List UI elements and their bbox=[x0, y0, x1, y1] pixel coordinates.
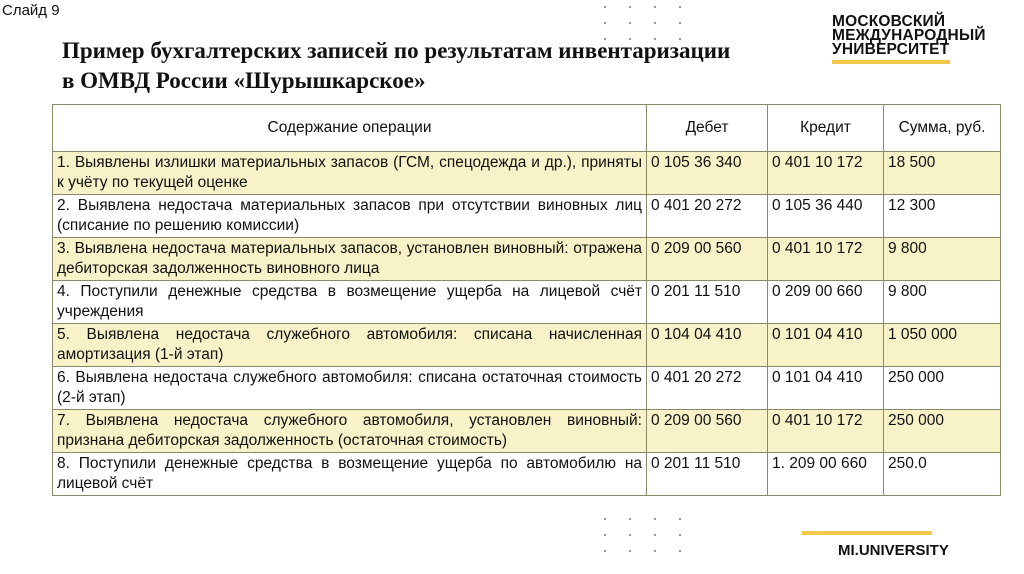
header-summa: Сумма, руб. bbox=[884, 105, 1001, 152]
cell-debet: 0 209 00 560 bbox=[647, 410, 768, 453]
cell-debet: 0 201 11 510 bbox=[647, 453, 768, 496]
cell-summa: 9 800 bbox=[884, 281, 1001, 324]
footer-accent-bar bbox=[802, 531, 932, 535]
cell-operation: 5. Выявлена недостача служебного автомобиля: списана начисленная амортизация (1-й этап) bbox=[53, 324, 647, 367]
table-row bbox=[53, 367, 1001, 410]
table-row bbox=[53, 195, 1001, 238]
slide-title bbox=[62, 36, 822, 96]
cell-kredit: 0 401 10 172 bbox=[768, 410, 884, 453]
cell-kredit: 0 401 10 172 bbox=[768, 238, 884, 281]
table-row bbox=[53, 238, 1001, 281]
table-row bbox=[53, 410, 1001, 453]
cell-summa: 250 000 bbox=[884, 410, 1001, 453]
cell-summa: 1 050 000 bbox=[884, 324, 1001, 367]
cell-kredit: 0 101 04 410 bbox=[768, 324, 884, 367]
cell-debet: 0 105 36 340 bbox=[647, 152, 768, 195]
cell-debet: 0 401 20 272 bbox=[647, 367, 768, 410]
title-line-2: в ОМВД России «Шурышкарское» bbox=[62, 68, 426, 93]
table-row bbox=[53, 324, 1001, 367]
slide-number: Слайд 9 bbox=[2, 2, 60, 19]
decorative-dots-bottom bbox=[604, 518, 704, 558]
operations-table bbox=[52, 104, 1001, 496]
cell-summa: 18 500 bbox=[884, 152, 1001, 195]
logo-line-2: МЕЖДУНАРОДНЫЙ bbox=[832, 27, 986, 44]
cell-operation: 2. Выявлена недостача материальных запасов при отсутствии виновных лиц (списание по решению комиссии) bbox=[53, 195, 647, 238]
university-logo bbox=[832, 15, 1012, 57]
cell-summa: 250 000 bbox=[884, 367, 1001, 410]
cell-debet: 0 401 20 272 bbox=[647, 195, 768, 238]
logo-line-1: МОСКОВСКИЙ bbox=[832, 13, 946, 30]
cell-summa: 9 800 bbox=[884, 238, 1001, 281]
cell-kredit: 1. 209 00 660 bbox=[768, 453, 884, 496]
table-row bbox=[53, 453, 1001, 496]
cell-kredit: 0 401 10 172 bbox=[768, 152, 884, 195]
header-operation: Содержание операции bbox=[53, 105, 647, 152]
cell-operation: 1. Выявлены излишки материальных запасов (ГСМ, спецодежда и др.), приняты к учёту по текущей оценке bbox=[53, 152, 647, 195]
header-kredit: Кредит bbox=[768, 105, 884, 152]
header-debet: Дебет bbox=[647, 105, 768, 152]
cell-summa: 250.0 bbox=[884, 453, 1001, 496]
cell-operation: 4. Поступили денежные средства в возмещение ущерба на лицевой счёт учреждения bbox=[53, 281, 647, 324]
cell-operation: 7. Выявлена недостача служебного автомобиля, установлен виновный: признана дебиторская задолженность (остаточная стоимость) bbox=[53, 410, 647, 453]
cell-debet: 0 104 04 410 bbox=[647, 324, 768, 367]
cell-kredit: 0 105 36 440 bbox=[768, 195, 884, 238]
cell-debet: 0 201 11 510 bbox=[647, 281, 768, 324]
cell-kredit: 0 101 04 410 bbox=[768, 367, 884, 410]
table-row bbox=[53, 281, 1001, 324]
table-row bbox=[53, 152, 1001, 195]
logo-line-3: УНИВЕРСИТЕТ bbox=[832, 41, 950, 58]
cell-operation: 3. Выявлена недостача материальных запасов, установлен виновный: отражена дебиторская задолженность виновного лица bbox=[53, 238, 647, 281]
cell-operation: 6. Выявлена недостача служебного автомобиля: списана остаточная стоимость (2-й этап) bbox=[53, 367, 647, 410]
table-header-row bbox=[53, 105, 1001, 152]
cell-operation: 8. Поступили денежные средства в возмещение ущерба по автомобилю на лицевой счёт bbox=[53, 453, 647, 496]
logo-accent-bar bbox=[832, 60, 950, 64]
cell-debet: 0 209 00 560 bbox=[647, 238, 768, 281]
cell-summa: 12 300 bbox=[884, 195, 1001, 238]
title-line-1: Пример бухгалтерских записей по результатам инвентаризации bbox=[62, 38, 731, 63]
cell-kredit: 0 209 00 660 bbox=[768, 281, 884, 324]
footer-logo: MI.UNIVERSITY bbox=[838, 542, 949, 559]
